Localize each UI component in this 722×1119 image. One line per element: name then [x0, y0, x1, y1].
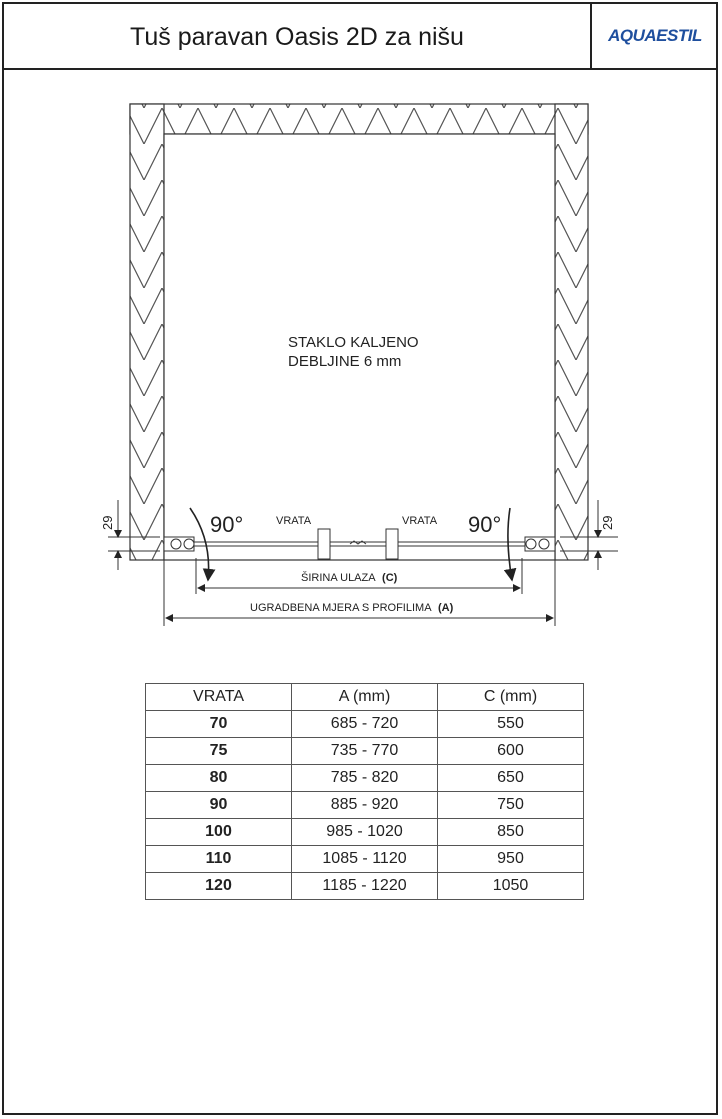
dimension-c-label: ŠIRINA ULAZA: [301, 572, 375, 584]
angle-label-right: 90°: [468, 512, 502, 537]
niche-walls: [130, 104, 588, 560]
cell-c: 550: [438, 711, 584, 738]
glass-label-line1: STAKLO KALJENO: [288, 334, 419, 351]
svg-text:ŠIRINA ULAZA (C): [301, 571, 398, 584]
column-header-vrata: VRATA: [146, 684, 292, 711]
wall-profile-right: [525, 537, 555, 551]
offset-value-right: 29: [600, 515, 615, 530]
size-table: [145, 683, 584, 900]
column-header-c: C (mm): [438, 684, 584, 711]
cell-a: 685 - 720: [292, 711, 438, 738]
cell-c: 950: [438, 846, 584, 873]
cell-vrata: 75: [146, 738, 292, 765]
wall-profile-left: [164, 537, 194, 551]
cell-vrata: 120: [146, 873, 292, 900]
table-header-row: [146, 684, 584, 711]
cell-c: 650: [438, 765, 584, 792]
dimension-c-code: (C): [382, 572, 398, 584]
table-row: [146, 873, 584, 900]
table-row: [146, 792, 584, 819]
cell-c: 600: [438, 738, 584, 765]
dimension-a-label: UGRADBENA MJERA S PROFILIMA: [250, 602, 431, 614]
glass-label-line2: DEBLJINE 6 mm: [288, 353, 402, 370]
page-title: Tuš paravan Oasis 2D za nišu: [130, 22, 464, 51]
door-label-right: VRATA: [402, 515, 438, 527]
cell-a: 785 - 820: [292, 765, 438, 792]
cell-a: 735 - 770: [292, 738, 438, 765]
cell-c: 750: [438, 792, 584, 819]
table-row: [146, 819, 584, 846]
angle-label-left: 90°: [210, 512, 244, 537]
cell-vrata: 100: [146, 819, 292, 846]
cell-c: 1050: [438, 873, 584, 900]
cell-c: 850: [438, 819, 584, 846]
brand-logo-text: AQUAESTIL: [608, 26, 702, 45]
cell-vrata: 110: [146, 846, 292, 873]
table-row: [146, 765, 584, 792]
table-row: [146, 711, 584, 738]
dimension-a-code: (A): [438, 602, 454, 614]
cell-a: 1185 - 1220: [292, 873, 438, 900]
table-row: [146, 738, 584, 765]
table-row: [146, 846, 584, 873]
cell-a: 985 - 1020: [292, 819, 438, 846]
dimension-c: [196, 558, 522, 594]
column-header-a: A (mm): [292, 684, 438, 711]
door-label-left: VRATA: [276, 515, 312, 527]
offset-value-left: 29: [100, 515, 115, 530]
dimension-a: [164, 560, 555, 626]
cell-vrata: 80: [146, 765, 292, 792]
cell-vrata: 90: [146, 792, 292, 819]
svg-text:UGRADBENA MJERA S PROFILIMA: [250, 602, 454, 614]
cell-vrata: 70: [146, 711, 292, 738]
cell-a: 1085 - 1120: [292, 846, 438, 873]
cell-a: 885 - 920: [292, 792, 438, 819]
